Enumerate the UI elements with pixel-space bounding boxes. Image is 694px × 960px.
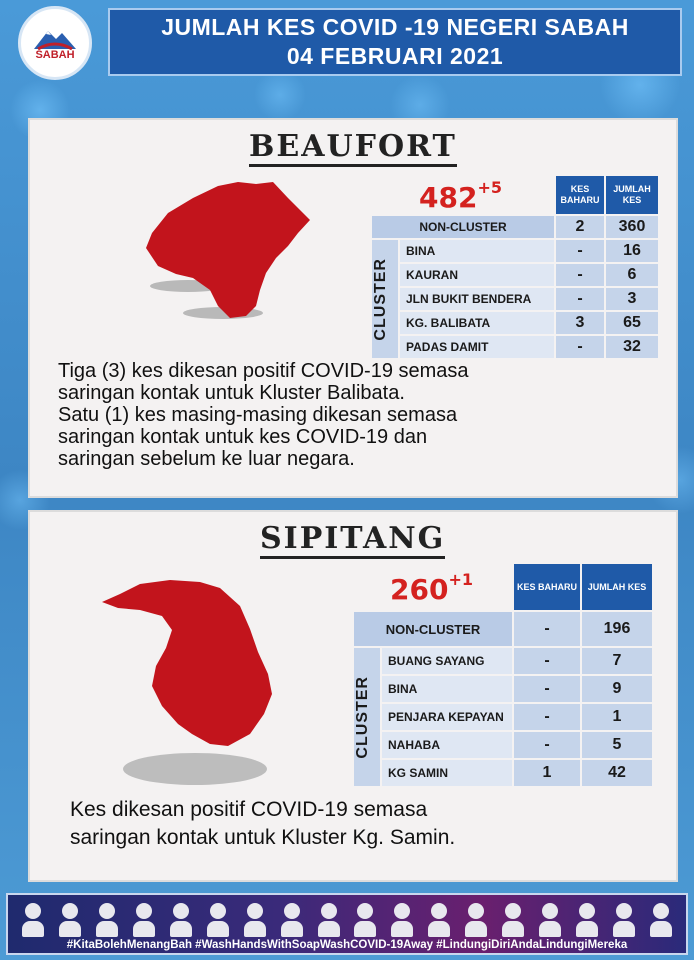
non-cluster-new: 2 xyxy=(556,216,604,238)
person-icon xyxy=(133,903,155,937)
cluster-name: BINA xyxy=(400,240,554,262)
cluster-new: - xyxy=(556,336,604,358)
beaufort-case-table xyxy=(370,174,660,360)
cluster-name: BINA xyxy=(382,676,512,702)
page-date: 04 FEBRUARI 2021 xyxy=(286,43,504,69)
page-title: JUMLAH KES COVID -19 NEGERI SABAH xyxy=(161,14,629,40)
page-header xyxy=(108,8,682,76)
column-header-new: KES BAHARU xyxy=(514,564,580,610)
new-cases: +1 xyxy=(448,570,473,589)
cluster-label: CLUSTER xyxy=(372,257,389,341)
column-header-new: KES BAHARU xyxy=(556,176,604,214)
description-line: saringan sebelum ke luar negara. xyxy=(58,448,355,470)
cluster-total: 65 xyxy=(606,312,658,334)
cluster-total: 1 xyxy=(582,704,652,730)
frontliner-figures xyxy=(22,897,672,937)
sabah-logo xyxy=(18,6,92,80)
cluster-label-cell xyxy=(372,240,398,358)
person-icon xyxy=(281,903,303,937)
non-cluster-label: NON-CLUSTER xyxy=(354,612,512,646)
person-icon xyxy=(465,903,487,937)
non-cluster-new: - xyxy=(514,612,580,646)
cluster-name: NAHABA xyxy=(382,732,512,758)
person-icon xyxy=(576,903,598,937)
beaufort-description xyxy=(58,360,469,470)
person-icon xyxy=(502,903,524,937)
beaufort-map xyxy=(138,178,313,323)
cluster-new: - xyxy=(514,676,580,702)
footer-banner xyxy=(6,893,688,955)
cluster-total: 7 xyxy=(582,648,652,674)
total-cases: 260 xyxy=(390,573,449,606)
cluster-name: PENJARA KEPAYAN xyxy=(382,704,512,730)
cluster-total: 42 xyxy=(582,760,652,786)
column-header-total: JUMLAH KES xyxy=(582,564,652,610)
total-cases: 482 xyxy=(419,181,478,214)
non-cluster-total: 360 xyxy=(606,216,658,238)
column-header-total: JUMLAH KES xyxy=(606,176,658,214)
cluster-total: 5 xyxy=(582,732,652,758)
cluster-label-cell xyxy=(354,648,380,786)
cluster-new: 3 xyxy=(556,312,604,334)
new-cases: +5 xyxy=(477,178,502,197)
person-icon xyxy=(428,903,450,937)
person-icon xyxy=(22,903,44,937)
sipitang-map xyxy=(100,574,290,789)
cluster-new: - xyxy=(514,648,580,674)
cluster-name: JLN BUKIT BENDERA xyxy=(400,288,554,310)
cluster-new: - xyxy=(514,732,580,758)
person-icon xyxy=(650,903,672,937)
sipitang-description xyxy=(70,796,455,852)
cluster-new: - xyxy=(514,704,580,730)
cluster-name: BUANG SAYANG xyxy=(382,648,512,674)
cluster-total: 32 xyxy=(606,336,658,358)
description-line: saringan kontak untuk Kluster Balibata. xyxy=(58,382,405,404)
non-cluster-total: 196 xyxy=(582,612,652,646)
cluster-new: - xyxy=(556,288,604,310)
cluster-name: PADAS DAMIT xyxy=(400,336,554,358)
person-icon xyxy=(391,903,413,937)
cluster-new: 1 xyxy=(514,760,580,786)
cluster-name: KG SAMIN xyxy=(382,760,512,786)
person-icon xyxy=(539,903,561,937)
sipitang-case-table xyxy=(352,562,654,788)
person-icon xyxy=(613,903,635,937)
cluster-name: KAURAN xyxy=(400,264,554,286)
non-cluster-label: NON-CLUSTER xyxy=(372,216,554,238)
cluster-name: KG. BALIBATA xyxy=(400,312,554,334)
district-title: BEAUFORT xyxy=(249,130,457,167)
person-icon xyxy=(170,903,192,937)
person-icon xyxy=(59,903,81,937)
cluster-new: - xyxy=(556,240,604,262)
cluster-total: 3 xyxy=(606,288,658,310)
description-line: saringan kontak untuk kes COVID-19 dan xyxy=(58,426,428,448)
sipitang-panel xyxy=(28,510,678,882)
hashtags: #KitaBolehMenangBah #WashHandsWithSoapWashCOVID-19Away #LindungiDiriAndaLindungiMereka xyxy=(66,939,628,951)
description-line: Satu (1) kes masing-masing dikesan semasa xyxy=(58,404,458,426)
cluster-label: CLUSTER xyxy=(354,675,371,759)
person-icon xyxy=(244,903,266,937)
logo-text: SABAH xyxy=(35,49,75,61)
person-icon xyxy=(354,903,376,937)
person-icon xyxy=(96,903,118,937)
cluster-new: - xyxy=(556,264,604,286)
person-icon xyxy=(207,903,229,937)
district-title: SIPITANG xyxy=(260,522,445,559)
person-icon xyxy=(318,903,340,937)
description-line: Kes dikesan positif COVID-19 semasa xyxy=(70,798,428,821)
description-line: Tiga (3) kes dikesan positif COVID-19 semasa xyxy=(58,360,469,382)
beaufort-panel xyxy=(28,118,678,498)
cluster-total: 6 xyxy=(606,264,658,286)
cluster-total: 9 xyxy=(582,676,652,702)
cluster-total: 16 xyxy=(606,240,658,262)
description-line: saringan kontak untuk Kluster Kg. Samin. xyxy=(70,826,456,849)
